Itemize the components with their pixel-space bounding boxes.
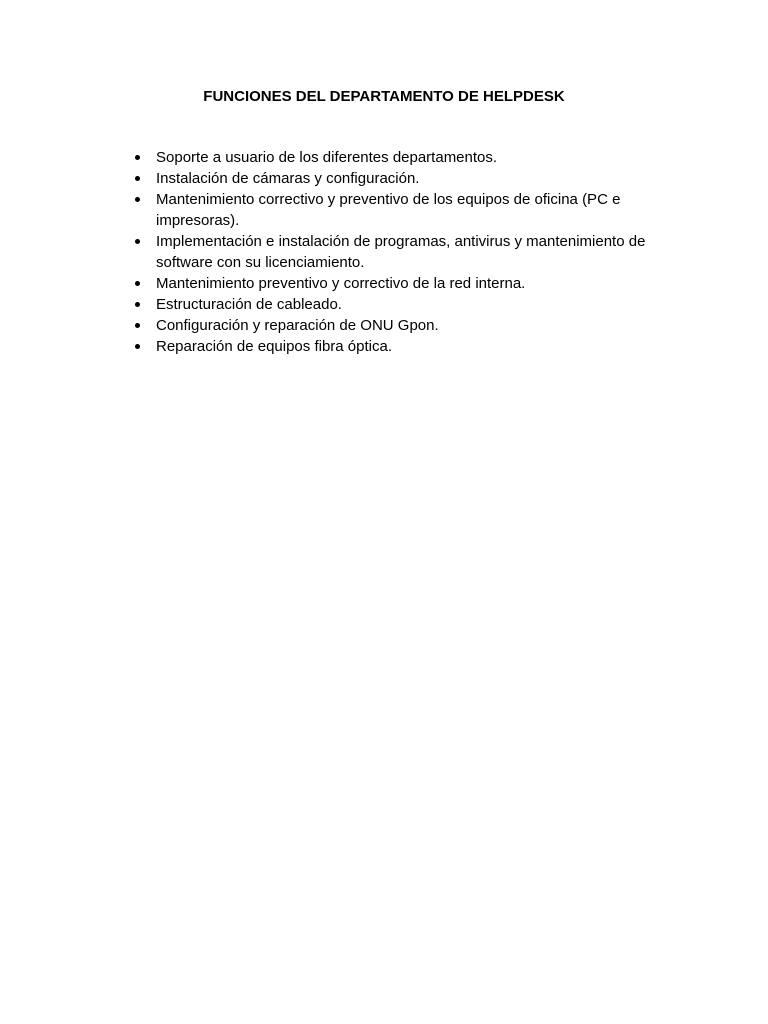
list-item-text: Estructuración de cableado. xyxy=(156,296,342,313)
list-item-text: Reparación de equipos fibra óptica. xyxy=(156,338,392,355)
list-item-text: Configuración y reparación de ONU Gpon. xyxy=(156,317,439,334)
functions-list xyxy=(134,147,674,357)
bullet-icon xyxy=(135,155,140,160)
list-item xyxy=(134,168,674,189)
list-item xyxy=(134,231,674,273)
bullet-icon xyxy=(135,239,140,244)
bullet-icon xyxy=(135,176,140,181)
document-title: FUNCIONES DEL DEPARTAMENTO DE HELPDESK xyxy=(203,88,565,105)
list-item xyxy=(134,273,674,294)
bullet-icon xyxy=(135,344,140,349)
bullet-icon xyxy=(135,281,140,286)
list-item xyxy=(134,147,674,168)
bullet-icon xyxy=(135,197,140,202)
list-item xyxy=(134,294,674,315)
list-item-text: Instalación de cámaras y configuración. xyxy=(156,170,420,187)
list-item-text: Implementación e instalación de programas, antivirus y mantenimiento de software con su licenciamiento. xyxy=(156,233,646,271)
list-item xyxy=(134,315,674,336)
list-item-text: Soporte a usuario de los diferentes departamentos. xyxy=(156,149,498,166)
list-item xyxy=(134,336,674,357)
list-item-text: Mantenimiento preventivo y correctivo de la red interna. xyxy=(156,275,526,292)
list-item-text: Mantenimiento correctivo y preventivo de los equipos de oficina (PC e impresoras). xyxy=(156,191,621,229)
list-item xyxy=(134,189,674,231)
bullet-icon xyxy=(135,302,140,307)
bullet-icon xyxy=(135,323,140,328)
